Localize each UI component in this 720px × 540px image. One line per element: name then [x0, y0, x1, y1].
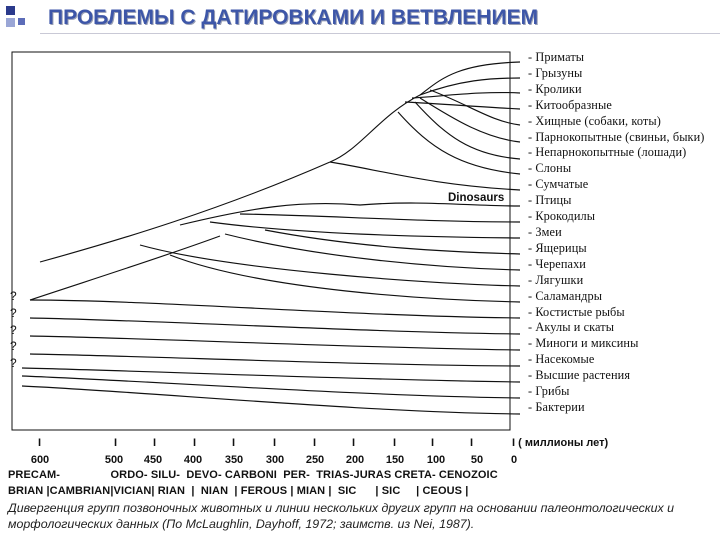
- tree-branch: [22, 386, 520, 414]
- timescale-value: 300: [265, 454, 285, 466]
- tree-branch: [170, 255, 520, 302]
- taxon-label: - Китообразные: [528, 97, 612, 112]
- question-mark: ?: [10, 339, 17, 354]
- question-mark: ?: [10, 322, 17, 337]
- slide-title: ПРОБЛЕМЫ С ДАТИРОВКАМИ И ВЕТВЛЕНИЕМ: [48, 6, 539, 29]
- diagram-frame: [12, 52, 510, 430]
- tree-branches: [22, 62, 520, 414]
- taxon-label: - Ящерицы: [528, 240, 587, 255]
- tree-branch: [330, 162, 520, 190]
- tree-branch: [430, 90, 520, 125]
- taxon-label: - Миноги и миксины: [528, 336, 639, 351]
- timescale-tick: I: [232, 437, 236, 449]
- taxon-label: - Приматы: [528, 50, 585, 64]
- question-mark: ?: [10, 289, 17, 303]
- taxon-label: - Непарнокопытные (лошади): [528, 145, 687, 160]
- timescale-tick: I: [431, 437, 435, 449]
- tree-branch: [30, 354, 520, 366]
- question-mark: ?: [10, 356, 17, 371]
- timescale-value: 400: [183, 454, 203, 466]
- tree-branch: [140, 245, 520, 286]
- taxon-label: - Бактерии: [528, 399, 585, 414]
- taxon-label: - Слоны: [528, 161, 572, 176]
- tree-branch: [412, 93, 520, 98]
- taxon-label: - Крокодилы: [528, 209, 596, 224]
- taxon-label: - Змеи: [528, 224, 562, 239]
- timescale-value: 50: [470, 454, 484, 466]
- taxon-label: - Сумчатые: [528, 177, 589, 192]
- tree-branch: [30, 318, 520, 334]
- tree-branch: [22, 376, 520, 398]
- tree-branch: [405, 102, 520, 109]
- timescale-value: 150: [385, 454, 405, 466]
- timescale-tick: I: [193, 437, 197, 449]
- timescale-value: 100: [426, 454, 446, 466]
- tree-branch: [30, 300, 520, 318]
- figure-caption: Дивергенция групп позвоночных животных и линии нескольких других групп на основании палеонтологических и морфологических данных (По McLaughlin, Dayhoff, 1972; заимств. из Nei, 1987).: [8, 501, 675, 531]
- timescale-tick: I: [352, 437, 356, 449]
- taxon-label: - Лягушки: [528, 272, 584, 287]
- tree-branch: [420, 98, 520, 142]
- timescale-value: 350: [224, 454, 244, 466]
- taxon-label: - Хищные (собаки, коты): [528, 113, 661, 128]
- timescale-tick: I: [313, 437, 317, 449]
- tree-branch: [210, 222, 520, 238]
- timescale-value: 450: [143, 454, 163, 466]
- timescale-value: 600: [30, 454, 50, 466]
- timescale-value: 0: [510, 454, 518, 466]
- timescale-value: 200: [345, 454, 365, 466]
- timescale-value: 500: [104, 454, 124, 466]
- timescale-tick: I: [114, 437, 118, 449]
- taxon-label: - Кролики: [528, 81, 582, 96]
- taxon-label: - Птицы: [528, 193, 572, 208]
- taxon-label: - Парнокопытные (свиньи, быки): [528, 129, 705, 144]
- taxon-label: - Высшие растения: [528, 368, 631, 383]
- timescale-tick: I: [393, 437, 397, 449]
- question-mark: ?: [10, 305, 17, 320]
- geologic-periods-line-2: BRIAN |CAMBRIAN|VICIAN| RIAN | NIAN | FEROUS | MIAN | SIC | SIC | CEOUS |: [8, 485, 469, 497]
- tree-branch: [30, 336, 520, 350]
- tree-branch: [415, 102, 520, 159]
- geologic-periods-line-1: PRECAM- ORDO- SILU- DEVO- CARBONI PER- TRIAS-JURAS CRETA- CENOZOIC: [8, 469, 498, 481]
- dinosaurs-label: Dinosaurs: [448, 192, 505, 204]
- timescale-tick: I: [273, 437, 277, 449]
- taxon-label: - Черепахи: [528, 256, 586, 271]
- taxon-label: - Грызуны: [528, 65, 583, 80]
- tree-branch: [240, 214, 520, 222]
- timescale-unit: I ( миллионы лет): [512, 437, 609, 449]
- timescale-tick: I: [38, 437, 42, 449]
- timescale-value: 250: [305, 454, 325, 466]
- taxa-list: [528, 50, 720, 416]
- taxon-label: - Грибы: [528, 384, 570, 399]
- tree-branch: [30, 236, 220, 300]
- taxon-label: - Акулы и скаты: [528, 320, 615, 335]
- taxon-label: - Саламандры: [528, 288, 603, 303]
- timescale-tick: I: [153, 437, 157, 449]
- timescale-tick: I: [470, 437, 474, 449]
- taxon-label: - Насекомые: [528, 352, 595, 367]
- uncertain-origins: [10, 288, 17, 372]
- taxon-label: - Костистые рыбы: [528, 304, 625, 319]
